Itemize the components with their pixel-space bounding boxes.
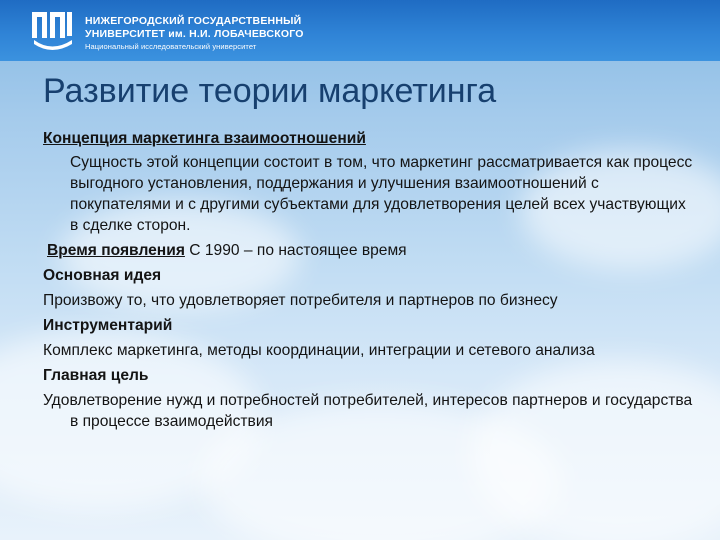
university-name-line-1: НИЖЕГОРОДСКИЙ ГОСУДАРСТВЕННЫЙ: [85, 15, 302, 27]
tools-heading: Инструментарий: [43, 317, 173, 334]
university-logo-icon: [30, 9, 76, 51]
idea-text: Произвожу то, что удовлетворяет потребителя и партнеров по бизнесу: [43, 292, 558, 309]
slide-title: Развитие теории маркетинга: [43, 72, 497, 110]
time-of-appearance: [43, 240, 693, 261]
header-bar: [0, 0, 720, 61]
goal-text: Удовлетворение нужд и потребностей потребителей, интересов партнеров и государства в процессе взаимодействия: [43, 392, 693, 430]
time-label: Время появления: [47, 242, 185, 259]
slide-content: [43, 128, 693, 436]
idea-heading: Основная идея: [43, 267, 162, 284]
time-value: С 1990 – по настоящее время: [184, 242, 407, 259]
goal-heading: Главная цель: [43, 367, 149, 384]
concept-description: Сущность этой концепции состоит в том, что маркетинг рассматривается как процесс выгодного установления, поддержания и улучшения взаимоотношений с покупателями и с другими субъектами для удовлетворения целей всех участвующих в сделке сторон.: [70, 154, 693, 234]
university-name-line-2: УНИВЕРСИТЕТ им. Н.И. ЛОБАЧЕВСКОГО: [85, 28, 304, 40]
tools-text: Комплекс маркетинга, методы координации, интеграции и сетевого анализа: [43, 342, 595, 359]
university-subtitle: Национальный исследовательский университет: [85, 42, 257, 51]
concept-heading: Концепция маркетинга взаимоотношений: [43, 130, 366, 147]
